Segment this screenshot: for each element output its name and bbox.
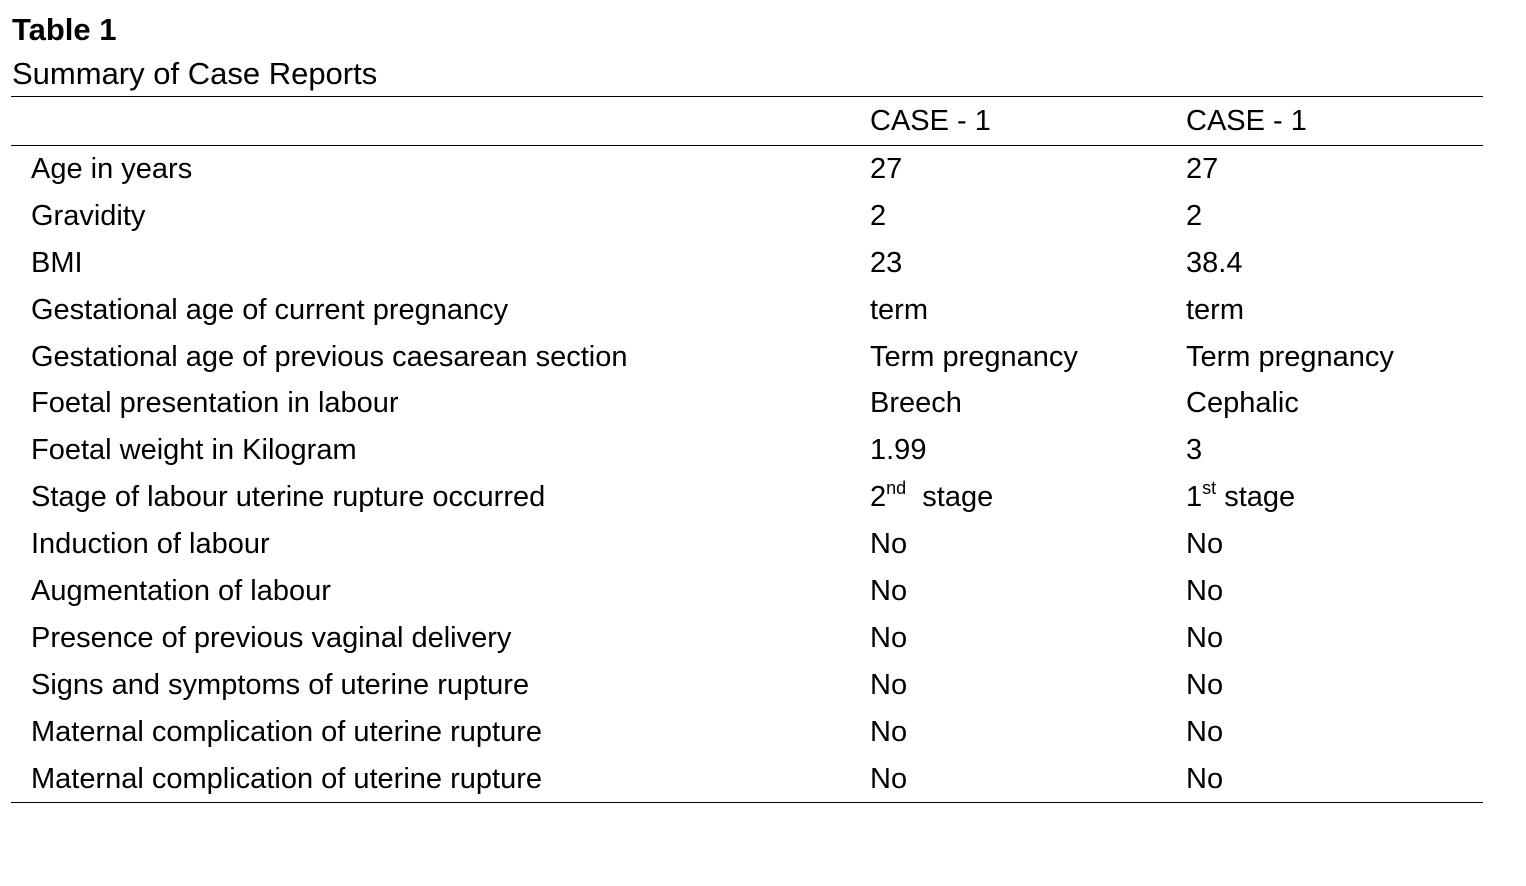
- table-row: [11, 240, 1483, 287]
- table-row: [11, 474, 1483, 521]
- table-row: [11, 287, 1483, 334]
- ordinal-suffix: nd: [886, 478, 907, 499]
- case-1-value: 1.99: [870, 434, 927, 467]
- case-2-value: 38.4: [1186, 246, 1243, 279]
- case-2-value: 2: [1186, 199, 1203, 232]
- row-label: Age in years: [31, 152, 193, 185]
- case-2-value: No: [1186, 668, 1224, 701]
- row-label: Gravidity: [31, 199, 146, 232]
- table-row: [11, 568, 1483, 615]
- table-row: [11, 334, 1483, 381]
- table-row: [11, 756, 1483, 803]
- row-label: Foetal presentation in labour: [31, 387, 399, 420]
- row-label: Foetal weight in Kilogram: [31, 434, 357, 467]
- case-1-value: 2: [870, 199, 887, 232]
- table-row: [11, 427, 1483, 474]
- case-2-value: No: [1186, 574, 1224, 607]
- case-2-value: 27: [1186, 152, 1219, 185]
- case-1-value: 23: [870, 246, 903, 279]
- case-2-value: Term pregnancy: [1186, 340, 1394, 373]
- table-title: Table 1: [12, 12, 117, 47]
- case-1-value: No: [870, 762, 908, 795]
- case-2-value: No: [1186, 762, 1224, 795]
- row-label: Induction of labour: [31, 528, 270, 561]
- case-1-value: Term pregnancy: [870, 340, 1078, 373]
- case-2-value: term: [1186, 293, 1244, 326]
- row-label: Presence of previous vaginal delivery: [31, 621, 512, 654]
- header-case-2: CASE - 1: [1186, 104, 1307, 137]
- table-row: [11, 146, 1483, 193]
- case-2-value: [1167, 474, 1483, 521]
- stage-word: stage: [906, 481, 994, 514]
- row-label: Maternal complication of uterine rupture: [31, 762, 542, 795]
- summary-table: [11, 96, 1483, 803]
- case-1-value: No: [870, 715, 908, 748]
- row-label: Stage of labour uterine rupture occurred: [31, 481, 546, 514]
- table-row: [11, 380, 1483, 427]
- case-1-value: 27: [870, 152, 903, 185]
- case-1-value: No: [870, 668, 908, 701]
- case-2-value: Cephalic: [1186, 387, 1299, 420]
- table-subtitle: Summary of Case Reports: [12, 56, 378, 91]
- case-2-value: No: [1186, 621, 1224, 654]
- header-row: [11, 97, 1483, 146]
- case-2-value: No: [1186, 715, 1224, 748]
- row-label: Maternal complication of uterine rupture: [31, 715, 542, 748]
- case-1-value: No: [870, 621, 908, 654]
- table-row: [11, 521, 1483, 568]
- row-label: Signs and symptoms of uterine rupture: [31, 668, 530, 701]
- row-label: BMI: [31, 246, 83, 279]
- stage-word: stage: [1216, 481, 1296, 514]
- row-label: Gestational age of previous caesarean section: [31, 340, 628, 373]
- table-row: [11, 193, 1483, 240]
- case-2-value: No: [1186, 528, 1224, 561]
- case-1-value: term: [870, 293, 928, 326]
- table-row: [11, 709, 1483, 756]
- row-label: Augmentation of labour: [31, 574, 331, 607]
- case-1-value: No: [870, 528, 908, 561]
- header-label-cell: [11, 97, 851, 146]
- case-1-value: Breech: [870, 387, 962, 420]
- ordinal-suffix: st: [1202, 478, 1217, 499]
- case-2-value: 3: [1186, 434, 1203, 467]
- stage-number: 2: [870, 481, 887, 514]
- case-1-value: [851, 474, 1167, 521]
- table-row: [11, 662, 1483, 709]
- header-case-1: CASE - 1: [870, 104, 991, 137]
- case-1-value: No: [870, 574, 908, 607]
- row-label: Gestational age of current pregnancy: [31, 293, 509, 326]
- table-row: [11, 615, 1483, 662]
- stage-number: 1: [1186, 481, 1203, 514]
